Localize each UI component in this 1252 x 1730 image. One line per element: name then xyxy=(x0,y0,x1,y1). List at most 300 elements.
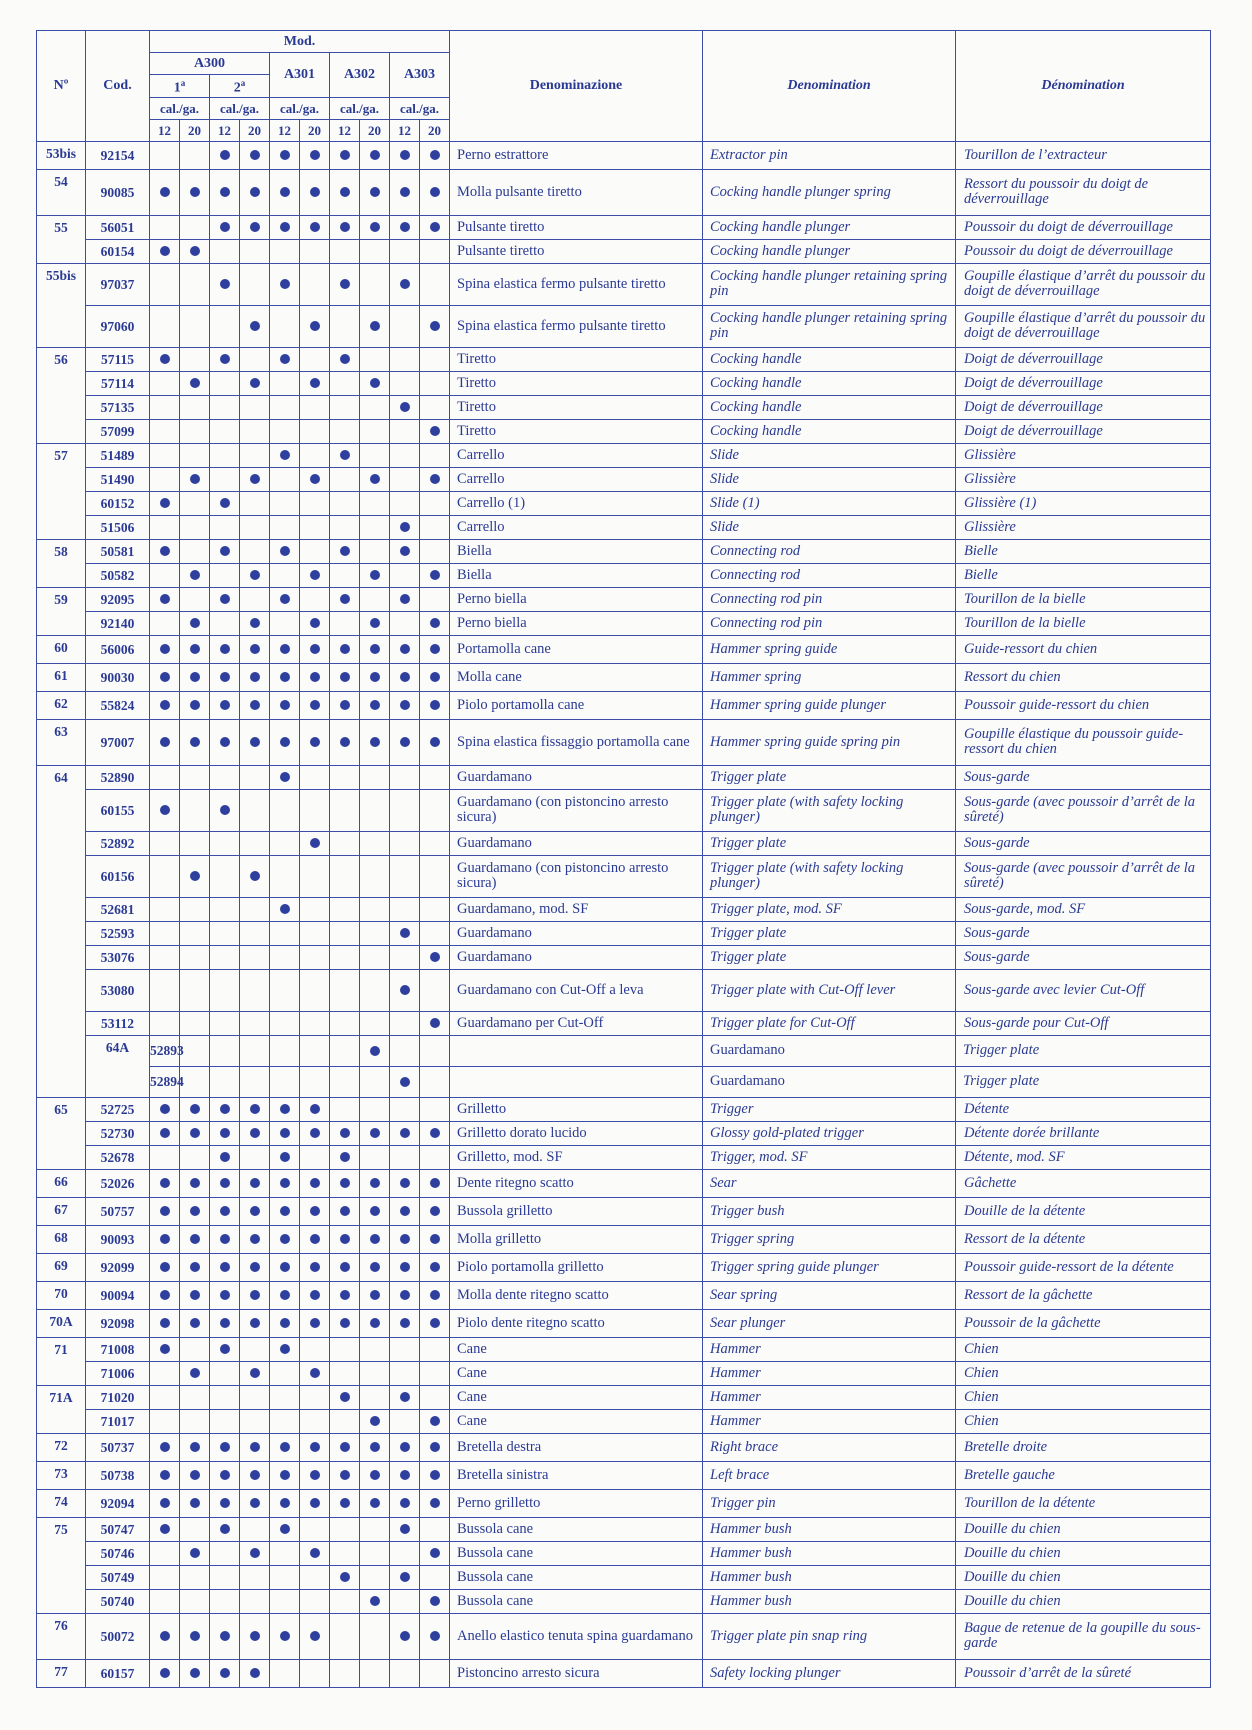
compat-cell xyxy=(420,969,450,1011)
compat-dot-icon xyxy=(250,1262,260,1272)
compat-cell xyxy=(210,691,240,719)
table-row xyxy=(37,1409,1211,1433)
desc-french: Détente dorée brillante xyxy=(956,1121,1211,1145)
compat-cell xyxy=(390,263,420,305)
compat-dot-icon xyxy=(220,187,230,197)
compat-cell xyxy=(240,419,270,443)
part-code: 52026 xyxy=(86,1169,150,1197)
compat-dot-icon xyxy=(280,222,290,232)
desc-english: Safety locking plunger xyxy=(703,1659,956,1687)
header-gauge: 12 xyxy=(150,119,180,141)
compat-dot-icon xyxy=(250,222,260,232)
compat-cell xyxy=(180,1385,210,1409)
compat-cell xyxy=(420,1253,450,1281)
compat-dot-icon xyxy=(310,838,320,848)
compat-cell xyxy=(390,1121,420,1145)
compat-cell xyxy=(390,1145,420,1169)
compat-cell xyxy=(210,1659,240,1687)
compat-cell xyxy=(390,1337,420,1361)
compat-dot-icon xyxy=(220,1104,230,1114)
compat-cell xyxy=(300,1541,330,1565)
compat-cell xyxy=(240,443,270,467)
compat-cell xyxy=(150,921,180,945)
desc-italian: Spina elastica fermo pulsante tiretto xyxy=(450,263,703,305)
part-code: 53076 xyxy=(86,945,150,969)
compat-dot-icon xyxy=(250,737,260,747)
table-row xyxy=(37,1461,1211,1489)
compat-cell xyxy=(390,1565,420,1589)
compat-cell xyxy=(210,1121,240,1145)
table-header xyxy=(37,31,1211,142)
compat-cell xyxy=(300,1361,330,1385)
compat-cell xyxy=(450,1035,703,1066)
compat-cell xyxy=(420,1225,450,1253)
desc-italian: Biella xyxy=(450,539,703,563)
compat-dot-icon xyxy=(280,1152,290,1162)
compat-dot-icon xyxy=(280,1470,290,1480)
part-code: 60154 xyxy=(86,239,150,263)
compat-cell xyxy=(390,635,420,663)
compat-dot-icon xyxy=(280,1178,290,1188)
compat-cell xyxy=(270,1565,300,1589)
compat-cell xyxy=(180,831,210,855)
compat-dot-icon xyxy=(280,1290,290,1300)
compat-cell xyxy=(360,789,390,831)
compat-cell xyxy=(420,587,450,611)
compat-dot-icon xyxy=(310,1262,320,1272)
compat-cell xyxy=(300,635,330,663)
compat-cell xyxy=(300,1337,330,1361)
compat-dot-icon xyxy=(340,1442,350,1452)
compat-cell xyxy=(210,239,240,263)
compat-dot-icon xyxy=(160,644,170,654)
compat-dot-icon xyxy=(340,1290,350,1300)
header-no: Nº xyxy=(37,31,86,142)
header-gauge: 20 xyxy=(300,119,330,141)
compat-cell xyxy=(360,1035,390,1066)
compat-cell xyxy=(300,1011,330,1035)
desc-french: Sous-garde (avec poussoir d’arrêt de la sûreté) xyxy=(956,789,1211,831)
compat-cell xyxy=(270,1145,300,1169)
part-number: 56 xyxy=(37,347,86,443)
compat-dot-icon xyxy=(310,1178,320,1188)
compat-cell xyxy=(270,539,300,563)
compat-dot-icon xyxy=(310,618,320,628)
compat-cell xyxy=(150,1659,180,1687)
compat-cell xyxy=(360,1409,390,1433)
compat-cell xyxy=(420,1613,450,1659)
table-row xyxy=(37,1197,1211,1225)
compat-cell xyxy=(180,1169,210,1197)
desc-french: Ressort de la gâchette xyxy=(956,1281,1211,1309)
compat-cell xyxy=(330,1613,360,1659)
part-code: 90030 xyxy=(86,663,150,691)
part-code: 52593 xyxy=(86,921,150,945)
compat-cell xyxy=(240,239,270,263)
compat-cell xyxy=(360,491,390,515)
compat-cell xyxy=(360,1613,390,1659)
desc-english: Hammer bush xyxy=(703,1517,956,1541)
compat-dot-icon xyxy=(160,1631,170,1641)
compat-dot-icon xyxy=(340,1128,350,1138)
compat-dot-icon xyxy=(370,1234,380,1244)
table-row xyxy=(37,1281,1211,1309)
desc-english: Trigger, mod. SF xyxy=(703,1145,956,1169)
compat-dot-icon xyxy=(160,1178,170,1188)
compat-cell xyxy=(270,945,300,969)
compat-dot-icon xyxy=(370,187,380,197)
compat-dot-icon xyxy=(400,546,410,556)
compat-cell xyxy=(270,467,300,491)
desc-italian: Biella xyxy=(450,563,703,587)
compat-cell xyxy=(360,1461,390,1489)
compat-cell xyxy=(360,1489,390,1517)
compat-cell xyxy=(240,1489,270,1517)
compat-dot-icon xyxy=(160,1470,170,1480)
table-row xyxy=(37,691,1211,719)
compat-dot-icon xyxy=(400,1442,410,1452)
compat-cell xyxy=(420,1385,450,1409)
part-number: 55 xyxy=(37,215,86,263)
compat-dot-icon xyxy=(190,737,200,747)
compat-cell xyxy=(150,347,180,371)
compat-cell xyxy=(270,1659,300,1687)
compat-cell xyxy=(330,1097,360,1121)
table-row xyxy=(37,1225,1211,1253)
compat-cell xyxy=(180,1066,210,1097)
compat-dot-icon xyxy=(310,700,320,710)
compat-cell xyxy=(150,563,180,587)
compat-cell xyxy=(420,897,450,921)
compat-cell xyxy=(210,1409,240,1433)
compat-dot-icon xyxy=(400,1498,410,1508)
part-code: 52678 xyxy=(86,1145,150,1169)
compat-cell xyxy=(420,347,450,371)
compat-cell xyxy=(300,1281,330,1309)
compat-dot-icon xyxy=(400,985,410,995)
compat-dot-icon xyxy=(310,1290,320,1300)
compat-cell xyxy=(210,1066,240,1097)
compat-cell xyxy=(360,467,390,491)
compat-cell xyxy=(300,1659,330,1687)
compat-cell xyxy=(210,1589,240,1613)
desc-french: Douille du chien xyxy=(956,1517,1211,1541)
compat-cell xyxy=(180,635,210,663)
compat-dot-icon xyxy=(310,644,320,654)
part-number: 77 xyxy=(37,1659,86,1687)
compat-cell xyxy=(360,587,390,611)
compat-cell xyxy=(330,491,360,515)
compat-cell xyxy=(270,611,300,635)
compat-cell xyxy=(360,515,390,539)
compat-cell xyxy=(420,1281,450,1309)
desc-english: Cocking handle plunger retaining spring pin xyxy=(703,305,956,347)
compat-cell xyxy=(180,1011,210,1035)
desc-english: Hammer spring guide spring pin xyxy=(703,719,956,765)
compat-cell xyxy=(390,1225,420,1253)
compat-cell xyxy=(390,1517,420,1541)
compat-cell xyxy=(210,969,240,1011)
part-code: 50747 xyxy=(86,1517,150,1541)
compat-cell xyxy=(210,1145,240,1169)
table-row xyxy=(37,1361,1211,1385)
compat-cell xyxy=(180,1517,210,1541)
compat-dot-icon xyxy=(190,1128,200,1138)
header-gauge: 20 xyxy=(420,119,450,141)
compat-dot-icon xyxy=(250,672,260,682)
compat-dot-icon xyxy=(370,570,380,580)
parts-table-sheet xyxy=(36,30,1210,1688)
compat-cell xyxy=(180,1309,210,1337)
desc-italian: Bussola cane xyxy=(450,1517,703,1541)
header-model-a301: A301 xyxy=(270,53,330,98)
compat-dot-icon xyxy=(370,1290,380,1300)
compat-dot-icon xyxy=(310,1318,320,1328)
compat-cell xyxy=(390,663,420,691)
desc-english: Hammer spring guide xyxy=(703,635,956,663)
compat-cell xyxy=(390,539,420,563)
compat-dot-icon xyxy=(400,644,410,654)
compat-cell xyxy=(420,1541,450,1565)
table-row xyxy=(37,239,1211,263)
compat-dot-icon xyxy=(250,1104,260,1114)
compat-dot-icon xyxy=(310,1234,320,1244)
compat-cell xyxy=(300,897,330,921)
compat-cell xyxy=(390,969,420,1011)
desc-italian: Grilletto dorato lucido xyxy=(450,1121,703,1145)
compat-cell xyxy=(360,305,390,347)
compat-cell xyxy=(360,395,390,419)
compat-cell xyxy=(240,215,270,239)
compat-cell xyxy=(300,587,330,611)
compat-dot-icon xyxy=(400,522,410,532)
header-gauge: 12 xyxy=(270,119,300,141)
compat-cell xyxy=(330,663,360,691)
compat-dot-icon xyxy=(340,1392,350,1402)
compat-dot-icon xyxy=(340,1470,350,1480)
compat-cell xyxy=(420,1361,450,1385)
part-number: 55bis xyxy=(37,263,86,347)
compat-dot-icon xyxy=(220,594,230,604)
part-number: 53bis xyxy=(37,141,86,169)
compat-cell xyxy=(270,263,300,305)
part-number: 72 xyxy=(37,1433,86,1461)
compat-cell xyxy=(270,395,300,419)
compat-cell xyxy=(330,1461,360,1489)
compat-dot-icon xyxy=(430,1018,440,1028)
compat-cell xyxy=(240,1361,270,1385)
compat-cell xyxy=(330,1489,360,1517)
part-number: 59 xyxy=(37,587,86,635)
compat-cell xyxy=(360,831,390,855)
compat-cell xyxy=(150,539,180,563)
compat-cell xyxy=(210,1281,240,1309)
compat-dot-icon xyxy=(370,1470,380,1480)
compat-cell xyxy=(420,1145,450,1169)
desc-english: Trigger plate for Cut-Off xyxy=(703,1011,956,1035)
part-number: 74 xyxy=(37,1489,86,1517)
compat-cell xyxy=(150,1361,180,1385)
desc-french: Sous-garde xyxy=(956,831,1211,855)
compat-cell xyxy=(360,563,390,587)
part-number: 61 xyxy=(37,663,86,691)
compat-dot-icon xyxy=(370,672,380,682)
compat-cell xyxy=(300,371,330,395)
compat-cell xyxy=(330,1589,360,1613)
part-number: 58 xyxy=(37,539,86,587)
compat-dot-icon xyxy=(220,1290,230,1300)
compat-cell xyxy=(150,419,180,443)
desc-french: Sous-garde xyxy=(956,921,1211,945)
compat-cell xyxy=(300,1517,330,1541)
compat-cell xyxy=(150,855,180,897)
compat-cell xyxy=(420,419,450,443)
compat-cell xyxy=(180,855,210,897)
compat-dot-icon xyxy=(220,1234,230,1244)
compat-dot-icon xyxy=(400,1318,410,1328)
compat-cell xyxy=(420,1409,450,1433)
compat-cell xyxy=(420,1097,450,1121)
compat-dot-icon xyxy=(370,1206,380,1216)
compat-cell xyxy=(270,691,300,719)
compat-cell xyxy=(360,1541,390,1565)
compat-cell xyxy=(240,1281,270,1309)
compat-cell xyxy=(420,789,450,831)
compat-cell xyxy=(330,141,360,169)
compat-cell xyxy=(270,1253,300,1281)
compat-cell xyxy=(420,1489,450,1517)
compat-cell xyxy=(420,515,450,539)
compat-cell xyxy=(240,719,270,765)
desc-french: Détente, mod. SF xyxy=(956,1145,1211,1169)
desc-italian: Guardamano con Cut-Off a leva xyxy=(450,969,703,1011)
compat-cell xyxy=(390,945,420,969)
compat-cell xyxy=(240,855,270,897)
compat-dot-icon xyxy=(370,1046,380,1056)
header-caliber-label: cal./ga. xyxy=(150,97,210,119)
compat-dot-icon xyxy=(280,1524,290,1534)
compat-cell xyxy=(210,831,240,855)
compat-dot-icon xyxy=(220,737,230,747)
compat-cell xyxy=(240,635,270,663)
compat-cell xyxy=(210,539,240,563)
compat-dot-icon xyxy=(310,150,320,160)
part-code: 52725 xyxy=(86,1097,150,1121)
compat-cell xyxy=(330,969,360,1011)
compat-cell xyxy=(240,515,270,539)
compat-cell xyxy=(210,1337,240,1361)
compat-dot-icon xyxy=(340,594,350,604)
compat-dot-icon xyxy=(370,1128,380,1138)
compat-cell xyxy=(330,215,360,239)
compat-dot-icon xyxy=(370,1596,380,1606)
compat-cell xyxy=(390,1197,420,1225)
part-code: 60157 xyxy=(86,1659,150,1687)
compat-dot-icon xyxy=(190,1368,200,1378)
compat-cell xyxy=(150,1097,180,1121)
compat-cell xyxy=(210,1361,240,1385)
table-row xyxy=(37,215,1211,239)
table-row xyxy=(37,831,1211,855)
compat-cell xyxy=(420,1517,450,1541)
compat-dot-icon xyxy=(280,150,290,160)
compat-cell xyxy=(180,719,210,765)
desc-french: Glissière xyxy=(956,443,1211,467)
desc-english: Extractor pin xyxy=(703,141,956,169)
compat-cell xyxy=(150,1337,180,1361)
compat-dot-icon xyxy=(280,1262,290,1272)
part-code: 53080 xyxy=(86,969,150,1011)
compat-cell xyxy=(330,1409,360,1433)
compat-cell xyxy=(240,1461,270,1489)
desc-italian: Spina elastica fissaggio portamolla cane xyxy=(450,719,703,765)
desc-italian: Molla cane xyxy=(450,663,703,691)
compat-dot-icon xyxy=(310,1498,320,1508)
compat-dot-icon xyxy=(430,952,440,962)
compat-cell xyxy=(240,563,270,587)
compat-cell xyxy=(330,1309,360,1337)
compat-dot-icon xyxy=(340,1178,350,1188)
compat-dot-icon xyxy=(400,672,410,682)
desc-french: Ressort de la détente xyxy=(956,1225,1211,1253)
compat-cell xyxy=(300,491,330,515)
desc-italian: Guardamano (con pistoncino arresto sicura) xyxy=(450,789,703,831)
compat-dot-icon xyxy=(400,1128,410,1138)
desc-french: Glissière (1) xyxy=(956,491,1211,515)
compat-dot-icon xyxy=(280,1631,290,1641)
part-code: 90094 xyxy=(86,1281,150,1309)
compat-dot-icon xyxy=(400,1631,410,1641)
compat-cell xyxy=(240,691,270,719)
header-model-a302: A302 xyxy=(330,53,390,98)
compat-dot-icon xyxy=(160,1104,170,1114)
compat-cell xyxy=(390,1035,420,1066)
compat-cell xyxy=(270,1433,300,1461)
compat-dot-icon xyxy=(280,1498,290,1508)
compat-cell xyxy=(180,1281,210,1309)
compat-cell xyxy=(390,1489,420,1517)
compat-dot-icon xyxy=(340,700,350,710)
compat-cell xyxy=(270,789,300,831)
header-gauge: 12 xyxy=(210,119,240,141)
compat-cell xyxy=(210,215,240,239)
desc-french: Goupille élastique du poussoir guide-ressort du chien xyxy=(956,719,1211,765)
compat-cell xyxy=(210,305,240,347)
compat-cell xyxy=(210,1253,240,1281)
compat-cell xyxy=(150,239,180,263)
desc-italian: Grilletto xyxy=(450,1097,703,1121)
compat-dot-icon xyxy=(250,150,260,160)
compat-dot-icon xyxy=(430,1442,440,1452)
compat-cell xyxy=(300,1433,330,1461)
desc-english: Trigger plate (with safety locking plunger) xyxy=(703,855,956,897)
compat-cell xyxy=(180,395,210,419)
compat-cell xyxy=(390,897,420,921)
compat-dot-icon xyxy=(220,1318,230,1328)
compat-cell xyxy=(360,765,390,789)
compat-cell xyxy=(330,305,360,347)
desc-french: Poussoir d’arrêt de la sûreté xyxy=(956,1659,1211,1687)
compat-cell xyxy=(360,969,390,1011)
compat-cell xyxy=(330,1385,360,1409)
compat-dot-icon xyxy=(430,1234,440,1244)
compat-dot-icon xyxy=(430,474,440,484)
compat-dot-icon xyxy=(280,594,290,604)
part-code: 60155 xyxy=(86,789,150,831)
compat-dot-icon xyxy=(370,1416,380,1426)
compat-cell xyxy=(390,921,420,945)
compat-cell xyxy=(420,719,450,765)
